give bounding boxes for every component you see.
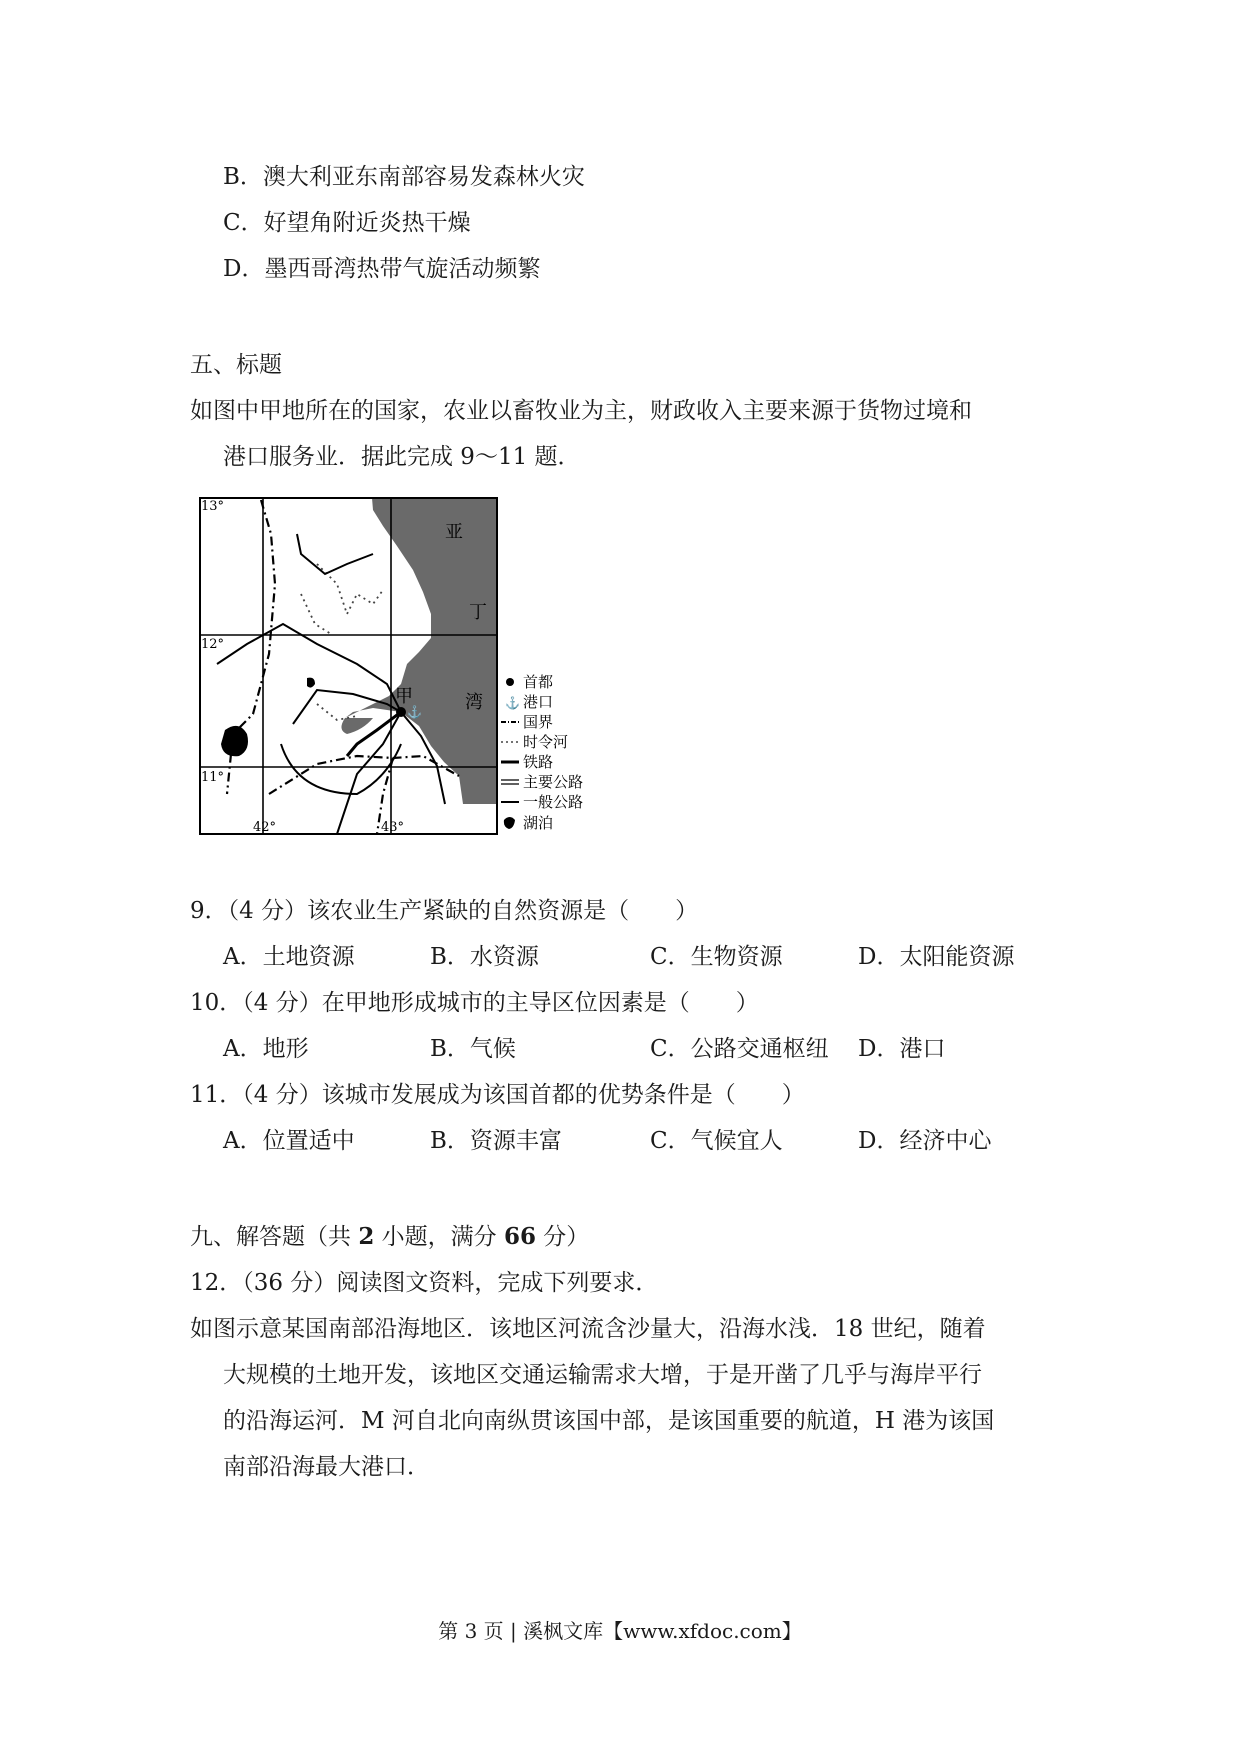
question-12-text-line: 如图示意某国南部沿海地区．该地区河流含沙量大，沿海水浅．18 世纪，随着 bbox=[190, 1316, 986, 1342]
question-9-option-c: C．生物资源 bbox=[650, 944, 783, 970]
lon-label-43: 43° bbox=[381, 820, 405, 835]
question-12-stem: 12．（36 分）阅读图文资料，完成下列要求． bbox=[190, 1270, 659, 1296]
legend-label-seasonal-river: 时令河 bbox=[523, 733, 569, 751]
legend-label-lake: 湖泊 bbox=[523, 814, 554, 832]
section-title: 五、标题 bbox=[190, 352, 282, 378]
question-12-text-line: 大规模的土地开发，该地区交通运输需求大增，于是开凿了几乎与海岸平行 bbox=[223, 1362, 982, 1388]
legend-label-capital: 首都 bbox=[523, 673, 554, 691]
inlet bbox=[341, 718, 373, 734]
lake-small bbox=[307, 678, 315, 688]
question-11-option-c: C．气候宜人 bbox=[650, 1128, 783, 1154]
legend-label-main-road: 主要公路 bbox=[523, 773, 584, 791]
lat-label-13: 13° bbox=[201, 499, 225, 514]
capital-marker bbox=[396, 707, 406, 717]
question-9-option-d: D．太阳能资源 bbox=[858, 944, 1015, 970]
legend-label-border: 国界 bbox=[523, 713, 554, 731]
legend-label-railway: 铁路 bbox=[523, 753, 554, 771]
option-b: B．澳大利亚东南部容易发森林火灾 bbox=[223, 164, 585, 190]
question-9-stem: 9．（4 分）该农业生产紧缺的自然资源是（ ） bbox=[190, 898, 699, 924]
question-10-option-a: A．地形 bbox=[223, 1036, 309, 1062]
question-12-text-line: 的沿海运河．M 河自北向南纵贯该国中部，是该国重要的航道，H 港为该国 bbox=[223, 1408, 995, 1434]
question-10-option-d: D．港口 bbox=[858, 1036, 946, 1062]
page-footer: 第 3 页 | 溪枫文库【www.xfdoc.com】 bbox=[438, 1619, 802, 1643]
question-10-option-b: B．气候 bbox=[430, 1036, 516, 1062]
map-legend bbox=[501, 673, 583, 832]
total-score: 66 bbox=[503, 1223, 536, 1250]
capital-icon bbox=[506, 678, 514, 686]
legend-label-port: 港口 bbox=[523, 693, 554, 711]
question-11-option-a: A．位置适中 bbox=[223, 1128, 355, 1154]
port-marker: ⚓ bbox=[407, 705, 422, 719]
port-icon: ⚓ bbox=[505, 696, 520, 710]
question-11-stem: 11．（4 分）该城市发展成为该国首都的优势条件是（ ） bbox=[190, 1082, 805, 1108]
sea-label-ya: 亚 bbox=[445, 522, 463, 543]
question-9-option-a: A．土地资源 bbox=[223, 944, 355, 970]
option-d: D．墨西哥湾热带气旋活动频繁 bbox=[223, 256, 541, 282]
map-figure bbox=[197, 494, 617, 839]
question-9-option-b: B．水资源 bbox=[430, 944, 539, 970]
lake-large bbox=[221, 726, 248, 756]
question-11-option-b: B．资源丰富 bbox=[430, 1128, 562, 1154]
lon-label-42: 42° bbox=[253, 820, 277, 835]
question-10-option-c: C．公路交通枢纽 bbox=[650, 1036, 829, 1062]
sea-area bbox=[345, 498, 497, 804]
option-c: C．好望角附近炎热干燥 bbox=[223, 210, 471, 236]
place-label-jia: 甲 bbox=[395, 686, 413, 707]
question-11-option-d: D．经济中心 bbox=[858, 1128, 992, 1154]
question-10-stem: 10．（4 分）在甲地形成城市的主导区位因素是（ ） bbox=[190, 990, 759, 1016]
legend-label-road: 一般公路 bbox=[523, 793, 584, 811]
sea-label-wan: 湾 bbox=[465, 692, 483, 713]
intro-text: 如图中甲地所在的国家，农业以畜牧业为主，财政收入主要来源于货物过境和 bbox=[190, 398, 972, 424]
lake-icon bbox=[504, 817, 515, 829]
lat-label-12: 12° bbox=[201, 637, 225, 652]
lat-label-11: 11° bbox=[201, 770, 225, 785]
question-count: 2 bbox=[358, 1223, 375, 1250]
question-12-text-line: 南部沿海最大港口． bbox=[223, 1454, 430, 1480]
intro-text-continued: 港口服务业．据此完成 9～11 题． bbox=[223, 444, 581, 470]
section-9-title: 九、解答题（共 2 小题，满分 66 分） bbox=[190, 1223, 590, 1250]
sea-label-ding: 丁 bbox=[469, 602, 487, 623]
